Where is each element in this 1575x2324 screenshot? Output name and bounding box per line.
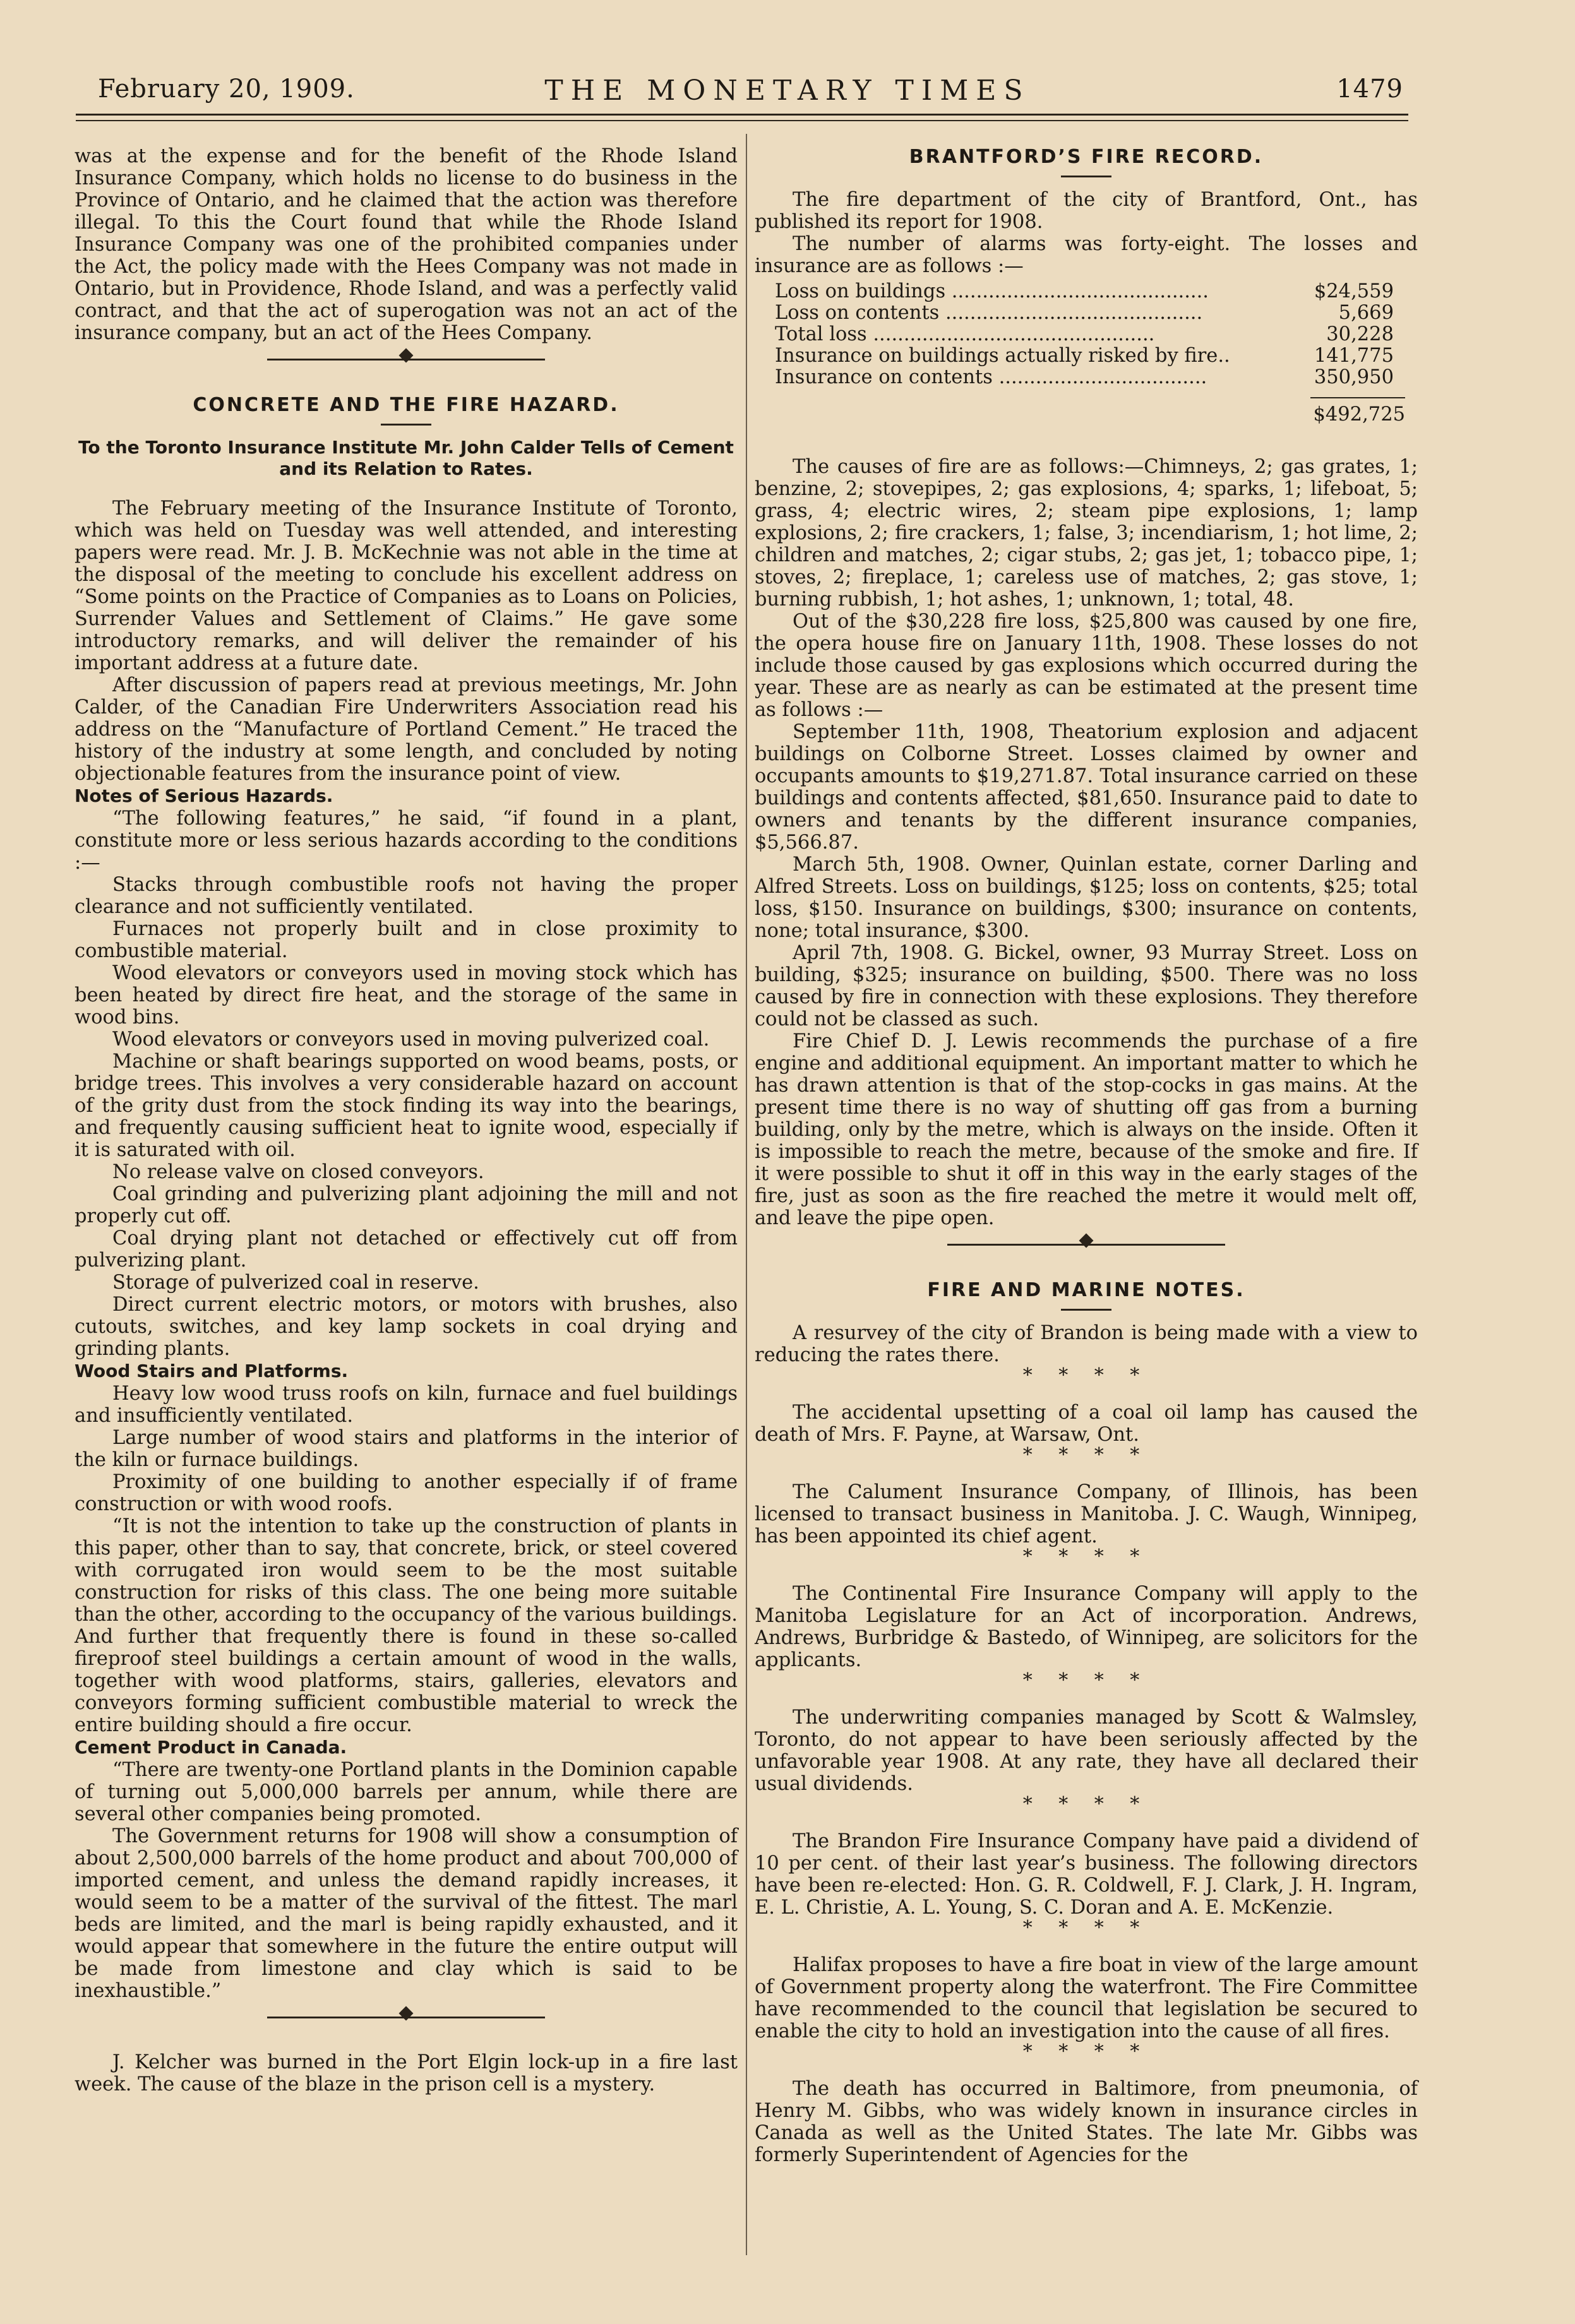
loss-amount: 350,950 (1314, 366, 1394, 388)
paragraph: Stacks through combustible roofs not having the proper clearance and not sufficiently ventilated. (75, 874, 738, 918)
table-row (775, 281, 1394, 302)
note-item: The Calument Insurance Company, of Illinois, has been licensed to transact business in Manitoba. J. C. Waugh, Winnipeg, has been appointed its chief agent. (755, 1481, 1418, 1547)
paragraph: March 5th, 1908. Owner, Quinlan estate, corner Darling and Alfred Streets. Loss on buildings, $125; loss on contents, $25; total loss, $150. Insurance on buildings, $300; insurance on contents, none; total insurance, $300. (755, 854, 1418, 942)
star-separator: * * * * (1022, 1917, 1150, 1939)
section-heading-serious-hazards: Notes of Serious Hazards. (75, 785, 333, 806)
paragraph: Large number of wood stairs and platforms in the interior of the kiln or furnace buildings. (75, 1427, 738, 1471)
paragraph: Storage of pulverized coal in reserve. (112, 1272, 479, 1294)
loss-amount: 5,669 (1338, 302, 1394, 324)
paragraph: “There are twenty-one Portland plants in the Dominion capable of turning out 5,000,000 barrels per annum, while there are several other companies being promoted. (75, 1759, 738, 1825)
star-separator: * * * * (1022, 2041, 1150, 2063)
table-row (775, 324, 1394, 345)
loss-label: Insurance on contents (775, 366, 993, 388)
article-subtitle-concrete: To the Toronto Insurance Institute Mr. John Calder Tells of Cement and its Relation to Rates. (78, 437, 734, 479)
paragraph: September 11th, 1908, Theatorium explosion and adjacent buildings on Colborne Street. Losses claimed by owner and occupants amounts to $19,271.87. Total insurance carried on these buildings and contents affected, $81,650. Insurance paid to date to owners and tenants by the different insurance companies, $5,566.87. (755, 721, 1418, 854)
paragraph: The causes of fire are as follows:—Chimneys, 2; gas grates, 1; benzine, 2; stovepipes, 2; gas explosions, 4; sparks, 1; lifeboat, 5; grass, 4; electric wires, 2; steam pipe explosions, 1; lamp explosions, 2; fire crackers, 1; false, 3; incendiarism, 1; hot lime, 2; children and matches, 2; cigar stubs, 2; gas jet, 1; tobacco pipe, 1; stoves, 2; fireplace, 1; careless use of matches, 2; gas stove, 1; burning rubbish, 1; hot ashes, 1; unknown, 1; total, 48. (755, 456, 1418, 611)
paragraph: Direct current electric motors, or motors with brushes, also cutouts, switches, and key lamp sockets in coal drying and grinding plants. (75, 1294, 738, 1360)
header-rule-bottom (76, 120, 1408, 121)
table-row (775, 367, 1394, 388)
intro-paragraph: was at the expense and for the benefit of the Rhode Island Insurance Company, which holds no license to do business in the Province of Ontario, and he claimed that the action was therefore illegal. To this the Court found that while the Rhode Island Insurance Company was one of the prohibited companies under the Act, the policy made with the Hees Company was not made in Ontario, but in Providence, Rhode Island, and was a perfectly valid contract, and that the act of superogation was not an act of the insurance company, but an act of the Hees Company. (75, 145, 738, 344)
note-item: The accidental upsetting of a coal oil lamp has caused the death of Mrs. F. Payne, at Warsaw, Ont. (755, 1402, 1418, 1446)
table-row (775, 302, 1394, 324)
loss-label: Insurance on buildings actually risked by fire.. (775, 345, 1230, 367)
paragraph: “The following features,” he said, “if found in a plant, constitute more or less serious hazards according to the conditions :— (75, 807, 738, 874)
leader-dots: .......................................... (951, 280, 1209, 302)
note-item: The underwriting companies managed by Scott & Walmsley, Toronto, do not appear to have been seriously affected by the unfavorable year 1908. At any rate, they have all declared their usual dividends. (755, 1707, 1418, 1795)
note-item: The Brandon Fire Insurance Company have paid a dividend of 10 per cent. of their last year’s business. The following directors have been re-elected: Hon. G. R. Coldwell, F. J. Clark, J. H. Ingram, E. L. Christie, A. L. Young, S. C. Doran and A. E. McKenzie. (755, 1830, 1418, 1919)
total-rule (1310, 397, 1405, 398)
paragraph: Proximity of one building to another especially if of frame construction or with wood roofs. (75, 1471, 738, 1515)
paragraph: Furnaces not properly built and in close proximity to combustible material. (75, 918, 738, 962)
paragraph: Out of the $30,228 fire loss, $25,800 was caused by one fire, the opera house fire on January 11th, 1908. These losses do not include those caused by gas explosions which occurred during the year. These are as nearly as can be estimated at the present time as follows :— (755, 611, 1418, 721)
paragraph: The Government returns for 1908 will show a consumption of about 2,500,000 barrels of the home product and about 700,000 of imported cement, and unless the demand rapidly increases, it would seem to be a matter of the survival of the fittest. The marl beds are limited, and the marl is being rapidly exhausted, and it would appear that somewhere in the future the entire output will be made from limestone and clay which is said to be inexhaustible.” (75, 1825, 738, 2002)
paragraph: The number of alarms was forty-eight. The losses and insurance are as follows :— (755, 233, 1418, 277)
page-number: 1479 (1336, 74, 1403, 104)
note-item: The death has occurred in Baltimore, from pneumonia, of Henry M. Gibbs, who was widely known in insurance circles in Canada as well as the United States. The late Mr. Gibbs was formerly Superintendent of Agencies for the (755, 2078, 1418, 2166)
paragraph: J. Kelcher was burned in the Port Elgin lock-up in a fire last week. The cause of the blaze in the prison cell is a mystery. (75, 2051, 738, 2095)
leader-dots: .............................................. (873, 323, 1155, 345)
article-title-concrete: CONCRETE AND THE FIRE HAZARD. (193, 394, 620, 416)
star-separator: * * * * (1022, 1546, 1150, 1568)
note-item: Halifax proposes to have a fire boat in view of the large amount of Government property along the waterfront. The Fire Committee have recommended to the council that legislation be secured to enable the city to hold an investigation into the cause of all fires. (755, 1954, 1418, 2042)
star-separator: * * * * (1022, 1444, 1150, 1466)
leader-dots: .................................. (998, 366, 1207, 388)
table-row (775, 345, 1394, 367)
star-separator: * * * * (1022, 1793, 1150, 1815)
article-title-brantford: BRANTFORD’S FIRE RECORD. (909, 146, 1264, 168)
loss-amount: $24,559 (1314, 280, 1394, 302)
note-item: A resurvey of the city of Brandon is being made with a view to reducing the rates there. (755, 1322, 1418, 1366)
title-rule (1061, 1309, 1111, 1311)
left-column (75, 145, 738, 2095)
right-column (755, 145, 1418, 2166)
issue-date: February 20, 1909. (98, 74, 355, 104)
header-rule-top (76, 114, 1408, 116)
ornament-divider (75, 354, 738, 367)
paragraph: Fire Chief D. J. Lewis recommends the purchase of a fire engine and additional equipment. An important matter to which he has drawn attention is that of the stop-cocks in gas mains. At the present time there is no way of shutting off gas from a burning building, only by the metre, which is always on the inside. Often it is impossible to reach the metre, because of the smoke and fire. If it were possible to shut it off in this way in the early stages of the fire, just as soon as the fire reached the metre it would melt off, and leave the pipe open. (755, 1030, 1418, 1229)
title-rule (1061, 176, 1111, 177)
paragraph: Wood elevators or conveyors used in moving stock which has been heated by direct fire heat, and the storage of the same in wood bins. (75, 962, 738, 1028)
loss-label: Loss on contents (775, 302, 940, 324)
paragraph: The February meeting of the Insurance Institute of Toronto, which was held on Tuesday was well attended, and interesting papers were read. Mr. J. B. McKechnie was not able in the time at the disposal of the meeting to conclude his excellent address on “Some points on the Practice of Companies as to Loans on Policies, Surrender Values and Settlement of Claims.” He gave some introductory remarks, and will deliver the remainder of his important address at a future date. (75, 498, 738, 674)
publication-title: THE MONETARY TIMES (544, 74, 1031, 107)
paragraph: After discussion of papers read at previous meetings, Mr. John Calder, of the Canadian Fire Underwriters Association read his address on the “Manufacture of Portland Cement.” He traced the history of the industry at some length, and concluded by noting objectionable features from the insurance point of view. (75, 674, 738, 785)
section-heading-cement-product: Cement Product in Canada. (75, 1737, 347, 1758)
paragraph: Machine or shaft bearings supported on wood beams, posts, or bridge trees. This involves a very considerable hazard on account of the grity dust from the stock finding its way into the bearings, and frequently causing sufficient heat to ignite wood, especially if it is saturated with oil. (75, 1051, 738, 1161)
paragraph: Wood elevators or conveyors used in moving pulverized coal. (112, 1028, 710, 1051)
paragraph: The fire department of the city of Brantford, Ont., has published its report for 1908. (755, 189, 1418, 233)
loss-label: Total loss (775, 323, 867, 345)
star-separator: * * * * (1022, 1669, 1150, 1691)
loss-amount: 30,228 (1326, 323, 1394, 345)
loss-amount: 141,775 (1314, 345, 1394, 367)
loss-label: Loss on buildings (775, 280, 946, 302)
column-divider (746, 134, 747, 2255)
note-item: The Continental Fire Insurance Company will apply to the Manitoba Legislature for an Act of incorporation. Andrews, Andrews, Burbridge & Bastedo, of Winnipeg, are solicitors for the applicants. (755, 1583, 1418, 1671)
section-heading-wood-stairs: Wood Stairs and Platforms. (75, 1361, 349, 1381)
paragraph: April 7th, 1908. G. Bickel, owner, 93 Murray Street. Loss on building, $325; insurance on building, $500. There was no loss caused by fire in connection with these explosions. They therefore could not be classed as such. (755, 942, 1418, 1030)
paragraph: Coal grinding and pulverizing plant adjoining the mill and not properly cut off. (75, 1183, 738, 1227)
paragraph: No release valve on closed conveyors. (112, 1161, 484, 1183)
ornament-divider (75, 2012, 738, 2025)
article-title-fire-marine-notes: FIRE AND MARINE NOTES. (927, 1279, 1245, 1301)
leader-dots: .......................................... (945, 302, 1203, 324)
losses-total: $492,725 (1313, 403, 1405, 426)
paragraph: Heavy low wood truss roofs on kiln, furnace and fuel buildings and insufficiently ventilated. (75, 1383, 738, 1427)
title-rule (381, 424, 431, 426)
ornament-divider (755, 1239, 1418, 1252)
losses-table (775, 281, 1394, 388)
star-separator: * * * * (1022, 1364, 1150, 1386)
paragraph: “It is not the intention to take up the construction of plants in this paper, other than to say, that concrete, brick, or steel covered with corrugated iron would seem to be the most suitable construction for risks of this class. The one being more suitable than the other, according to the occupancy of the various buildings. And further that frequently there is found in these so-called fireproof steel buildings a certain amount of wood in the walls, together with wood platforms, stairs, galleries, elevators and conveyors forming sufficient combustible material to wreck the entire building should a fire occur. (75, 1515, 738, 1736)
paragraph: Coal drying plant not detached or effectively cut off from pulverizing plant. (75, 1227, 738, 1272)
